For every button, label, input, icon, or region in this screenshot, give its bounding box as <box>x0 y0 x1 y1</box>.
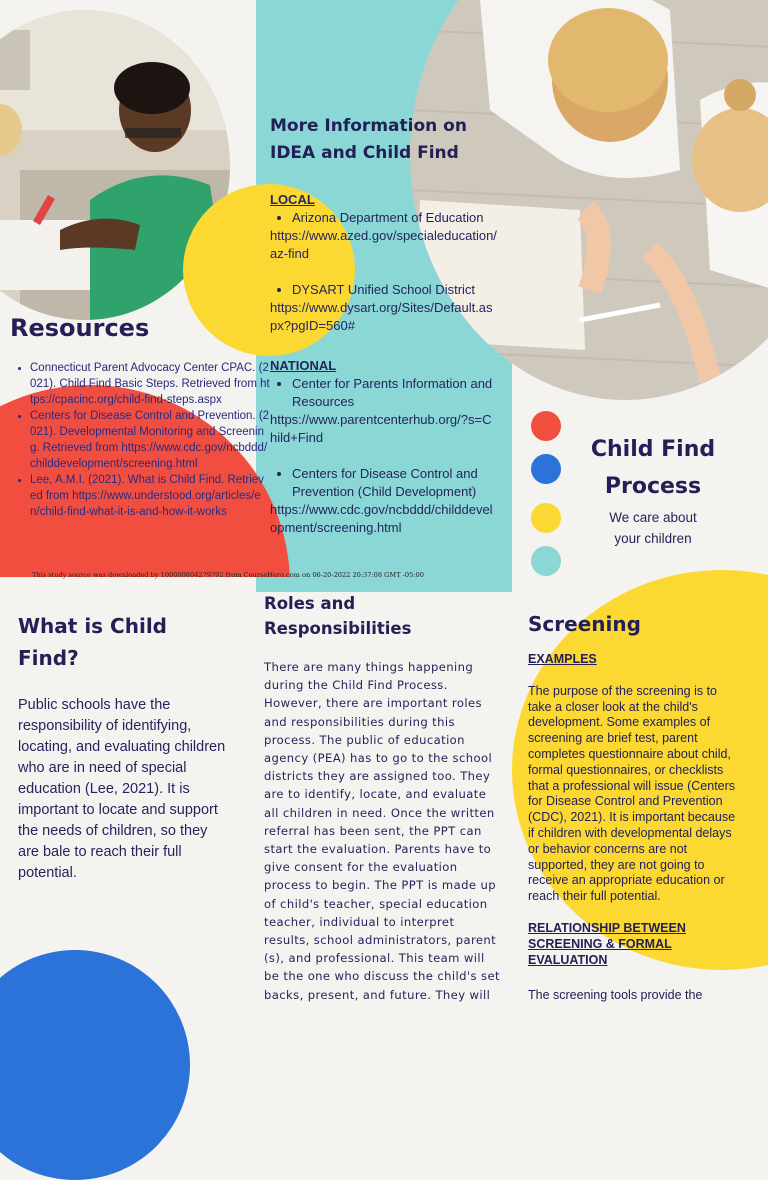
resource-link-url[interactable]: https://www.dysart.org/Sites/Default.aspx?pgID=560# <box>270 300 493 333</box>
resource-link-url[interactable]: https://www.cdc.gov/ncbddd/childdevelopment/screening.html <box>270 502 493 535</box>
more-info-title: More Information on IDEA and Child Find <box>270 116 467 163</box>
resource-link-name: • Centers for Disease Control and Prevention (Child Development) <box>292 465 498 501</box>
resource-link-url[interactable]: https://www.azed.gov/specialeducation/az-find <box>270 228 497 261</box>
blue-circle-decoration <box>0 950 190 1180</box>
resources-title: Resources <box>10 314 150 342</box>
resource-link-name: • Arizona Department of Education <box>292 209 498 227</box>
blue-dot-icon <box>531 454 561 484</box>
resource-item: • Lee, A.M.I. (2021). What is Child Find. Retrieved from https://www.understood.org/articles/en/child-find-what-it-is-and-how-it-works <box>30 472 270 520</box>
roles-title: Roles and Responsibilities <box>264 594 412 638</box>
yellow-dot-icon <box>531 503 561 533</box>
screening-content <box>528 652 738 1004</box>
roles-body: There are many things happening during the Child Find Process. However, there are important roles and responsibilities during this process. The public of education agency (PEA) has to go to the school districts they are assigned too. They are to identify, locate, and evaluate all children in need. Once the written referral has been sent, the PPT can start the evaluation. Parents have to give consent for the evaluation process to begin. The PPT is made up of child's teacher, special education teacher, individual to interpret results, school administrators, parent (s), and professional. This team will be the one who discuss the child's set backs, present, and future. They will <box>264 660 500 1002</box>
what-is-body: Public schools have the responsibility of identifying, locating, and evaluating children who are in need of special education (Lee, 2021). It is important to locate and support the needs of children, so they are bale to reach their full potential. <box>18 697 226 881</box>
local-heading: LOCAL <box>270 192 315 207</box>
more-info-list <box>270 187 498 537</box>
relationship-heading: RELATIONSHIP BETWEEN SCREENING & FORMAL EVALUATION <box>528 920 686 967</box>
download-watermark: This study source was downloaded by 100000804279792 from CourseHero.com on 06-20-2022 20:37:08 GMT -05:00 <box>32 571 424 579</box>
teal-dot-icon <box>531 546 561 576</box>
national-heading: NATIONAL <box>270 358 337 373</box>
resource-item: • Centers for Disease Control and Prevention. (2021). Developmental Monitoring and Screening. Retrieved from https://www.cdc.gov/ncbddd/childdevelopment/screening.html <box>30 408 270 472</box>
red-dot-icon <box>531 411 561 441</box>
examples-heading: EXAMPLES <box>528 652 597 666</box>
tagline: We care about your children <box>609 510 697 546</box>
resource-link-name: • DYSART Unified School District <box>292 281 498 299</box>
resource-link-name: • Center for Parents Information and Resources <box>292 375 498 411</box>
resource-item: • Connecticut Parent Advocacy Center CPAC. (2021). Child Find Basic Steps. Retrieved from https://cpacinc.org/child-find-steps.aspx <box>30 360 270 408</box>
screening-body: The purpose of the screening is to take a closer look at the child's development. Some examples of screening are brief test, parent completes questionnaire about child, formal questionnaires, or checklists that a professional will issue (Centers for Disease Control and Prevention (CDC), 2021). It is important because if children with developmental delays or behavior concerns are not supported, they are not going to receive an appropriate education or reach their full potential. <box>528 683 736 904</box>
resources-list <box>8 360 270 520</box>
screening-tail: The screening tools provide the <box>528 988 703 1003</box>
resource-link-url[interactable]: https://www.parentcenterhub.org/?s=Child+Find <box>270 412 492 445</box>
what-is-title: What is Child Find? <box>18 614 167 670</box>
screening-title: Screening <box>528 612 641 636</box>
brochure-title: Child Find Process <box>590 437 716 499</box>
